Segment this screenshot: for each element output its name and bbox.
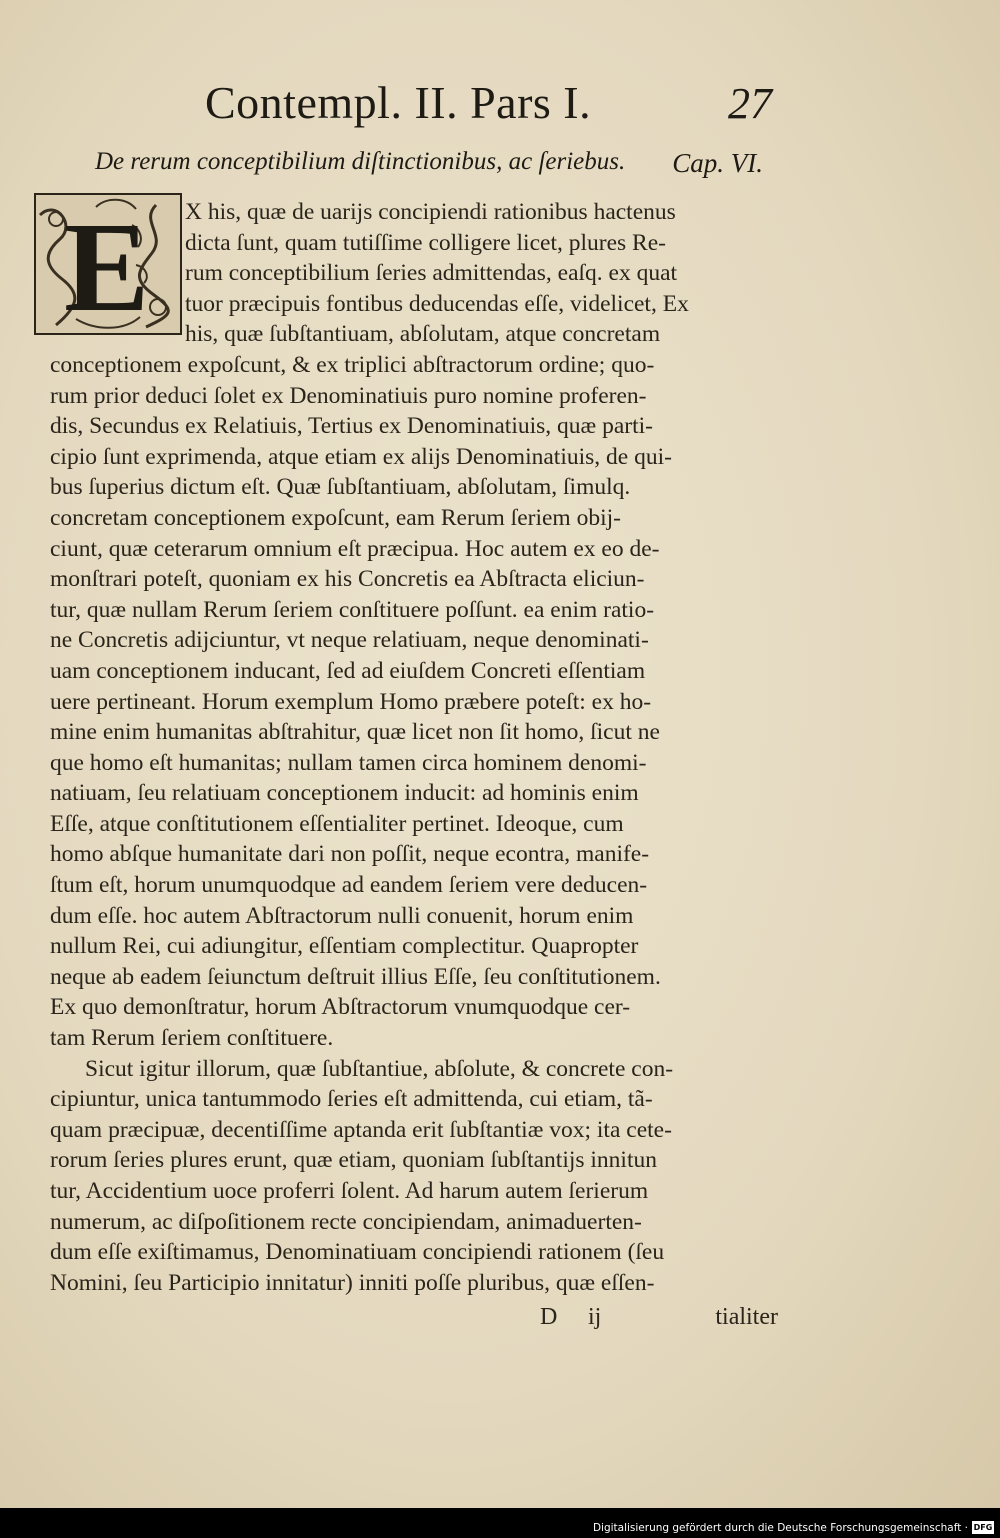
text-line: Eſſe, atque conſtitutionem eſſentialiter pertinet. Ideoque, cum [50,810,624,837]
text-line: mine enim humanitas abſtrahitur, quæ licet non ſit homo, ſicut ne [50,719,660,746]
text-line: numerum, ac diſpoſitionem recte concipiendam, animaduerten- [50,1208,642,1235]
text-line: tur, Accidentium uoce proferri ſolent. Ad harum autem ſerierum [50,1178,649,1204]
text-line: rum conceptibilium ſeries admittendas, eaſq. ex quat [185,260,678,287]
text-line: neque ab eadem ſeiunctum deſtruit illius Eſſe, ſeu conſtitutionem. [50,963,661,990]
text-line: ne Concretis adijciuntur, vt neque relatiuam, neque denominati- [50,627,649,654]
text-line: dis, Secundus ex Relatiuis, Tertius ex Denominatiuis, quæ parti- [50,413,653,440]
initial-letter: E [64,196,150,338]
text-line: quam præcipuæ, decentiſſime aptanda erit ſubſtantiæ vox; ita cete- [50,1116,672,1143]
text-line: nullum Rei, cui adiungitur, eſſentiam complectitur. Quapropter [50,933,639,960]
signature-mark-number: ij [588,1304,602,1330]
text-line: his, quæ ſubſtantiuam, abſolutam, atque concretam [185,321,661,348]
text-line: conceptionem expoſcunt, & ex triplici abſtractorum ordine; quo- [50,351,655,378]
text-line: dum eſſe. hoc autem Abſtractorum nulli conuenit, horum enim [50,902,634,929]
text-line: tam Rerum ſeriem conſtituere. [50,1025,334,1052]
text-line: Nomini, ſeu Participio innitatur) inniti poſſe pluribus, quæ eſſen- [50,1269,655,1296]
chapter-heading [95,148,775,184]
funding-credit: Digitalisierung gefördert durch die Deutsche Forschungsgemeinschaft · [592,1522,968,1534]
text-line: cipiuntur, unica tantummodo ſeries eſt admittenda, cui etiam, tã- [50,1086,653,1113]
text-line: ſtum eſt, horum unumquodque ad eandem ſeriem vere deducen- [50,872,648,899]
body-text [50,197,795,1298]
text-line: dicta ſunt, quam tutiſſime colligere licet, plures Re- [185,229,666,256]
catchword: tialiter [715,1304,778,1330]
text-line: uere pertineant. Horum exemplum Homo præbere poteſt: ex ho- [50,688,652,715]
text-line: que homo eſt humanitas; nullam tamen circa hominem denomi- [50,749,647,776]
text-line: concretam conceptionem expoſcunt, eam Rerum ſeriem obij- [50,504,621,531]
text-line: Ex quo demonſtratur, horum Abſtractorum vnumquodque cer- [50,994,631,1021]
text-line: bus ſuperius dictum eſt. Quæ ſubſtantiuam, abſolutam, ſimulq. [50,474,631,501]
page-number: 27 [728,79,772,128]
text-line: dum eſſe exiſtimamus, Denominatiuam concipiendi rationem (ſeu [50,1239,665,1266]
text-line: X his, quæ de uarijs concipiendi rationibus hactenus [185,199,676,225]
catchline [540,1304,790,1338]
text-line: tur, quæ nullam Rerum ſeriem conſtituere poſſunt. ea enim ratio- [50,596,655,623]
running-title: Contempl. II. Pars I. [205,77,592,128]
footer-bar [0,1508,1000,1538]
chapter-title: De rerum conceptibilium diſtinctionibus, ac ſeriebus. [95,148,626,175]
dfg-logo-icon: DFG [973,1523,993,1532]
chapter-number: Cap. VI. [672,148,763,178]
text-line: rum prior deduci ſolet ex Denominatiuis puro nomine proferen- [50,382,647,409]
text-line: rorum ſeries plures erunt, quæ etiam, quoniam ſubſtantijs innitun [50,1147,657,1174]
page-header [205,76,790,136]
text-line: uam conceptionem inducant, ſed ad eiuſdem Concreti eſſentiam [50,657,646,684]
text-line: monſtrari poteſt, quoniam ex his Concretis ea Abſtracta eliciun- [50,566,645,593]
text-line: natiuam, ſeu relatiuam conceptionem inducit: ad hominis enim [50,780,639,807]
text-line: ciunt, quæ ceterarum omnium eſt præcipua. Hoc autem ex eo de- [50,535,660,562]
text-line: cipio ſunt exprimenda, atque etiam ex alijs Denominatiuis, de qui- [50,443,672,470]
signature-mark: D [540,1304,558,1330]
text-line: tuor præcipuis fontibus deducendas eſſe, videlicet, Ex [185,290,689,317]
text-line: homo abſque humanitate dari non poſſit, neque econtra, manife- [50,841,650,868]
text-line: Sicut igitur illorum, quæ ſubſtantiue, abſolute, & concrete con- [85,1055,674,1082]
